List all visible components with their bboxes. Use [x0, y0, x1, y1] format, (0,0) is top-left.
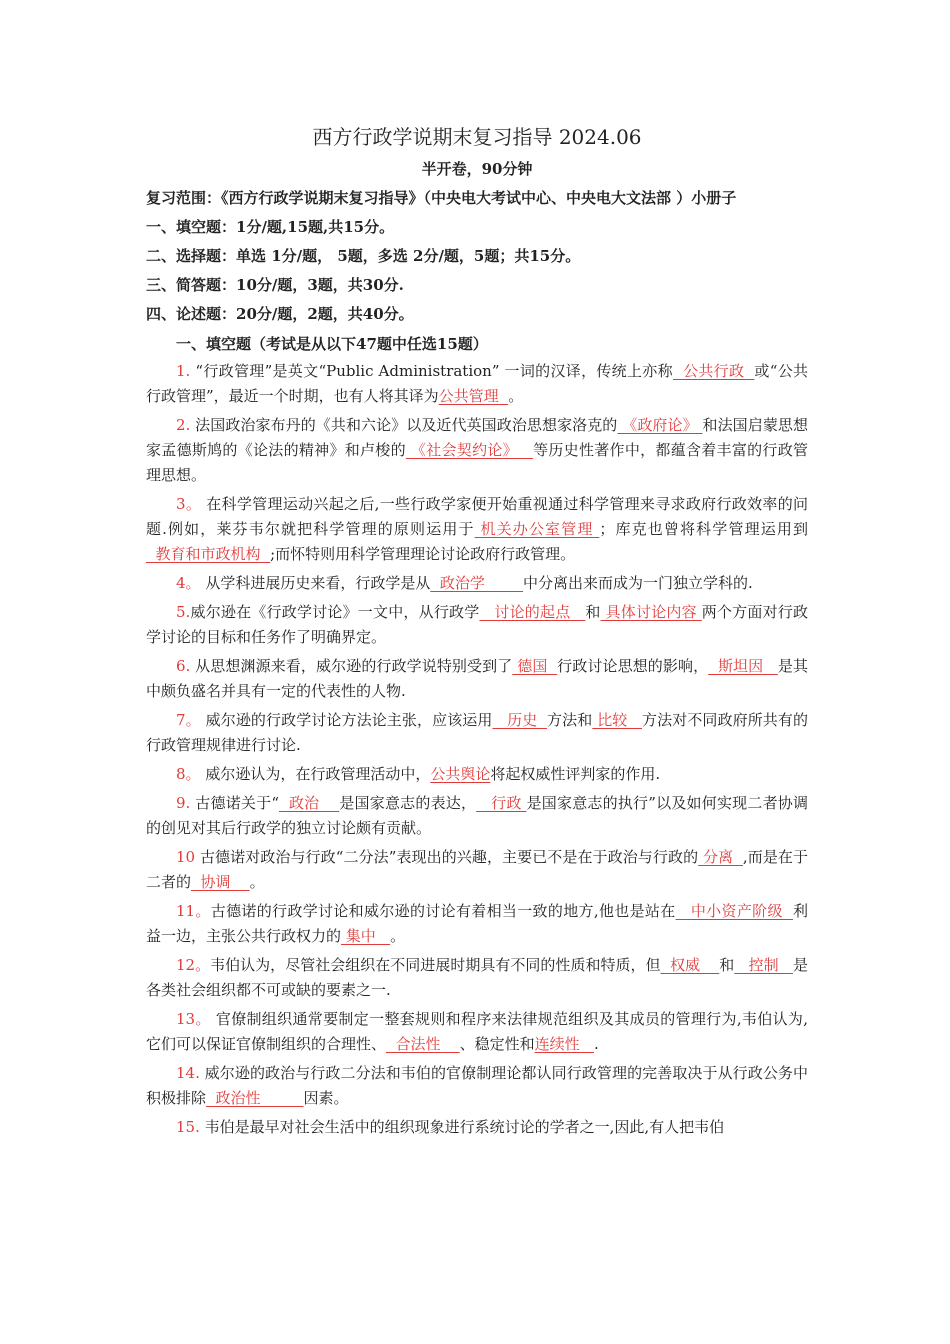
- question-text: 利益一边，主张公共行政权力的: [146, 902, 809, 945]
- score-part-4: 四、论述题：20分/题，2题，共40分。: [146, 305, 414, 323]
- exam-format: 半开卷，90分钟: [421, 160, 533, 178]
- question-text: 和: [719, 956, 735, 974]
- answer-blank: 政治: [279, 794, 340, 812]
- score-part-1: 一、填空题：1分/题,15题,共15分。: [146, 218, 395, 236]
- document-title: 西方行政学说期末复习指导 2024.06: [312, 125, 642, 149]
- question-text: 方法对不同政府所共有的行政管理规律进行讨论.: [146, 711, 808, 754]
- question-text: 和法国启蒙思想家孟德斯鸠的《论法的精神》和卢梭的: [146, 416, 808, 459]
- question-number: 13。: [176, 1010, 211, 1028]
- question-text: 威尔逊认为，在行政管理活动中，: [200, 765, 431, 783]
- question-text: 是其中颇负盛名并具有一定的代表性的人物.: [146, 657, 808, 700]
- question-text: 古德诺对政治与行政“二分法”表现出的兴趣，主要已不是在于政治与行政的: [195, 848, 699, 866]
- answer-blank: 历史: [492, 711, 548, 729]
- question-text: 是各类社会组织都不可或缺的要素之一.: [146, 956, 808, 999]
- question-text: 古德诺关于“: [190, 794, 280, 812]
- answer-blank: 教育和市政机构: [146, 545, 271, 563]
- question-number: 4。: [176, 574, 201, 592]
- question-3: [146, 492, 808, 567]
- answer-blank: 公共管理: [438, 387, 509, 405]
- question-text: 、稳定性和: [459, 1035, 535, 1053]
- question-15: [146, 1115, 808, 1140]
- question-11: [146, 899, 808, 949]
- question-number: 8。: [176, 765, 201, 783]
- question-number: 15.: [176, 1118, 200, 1136]
- answer-blank: 斯坦因: [708, 657, 778, 675]
- question-text: 因素。: [303, 1089, 349, 1107]
- question-text: 是国家意志的表达，: [339, 794, 477, 812]
- question-number: 3。: [176, 495, 202, 513]
- score-part-2: 二、选择题：单选 1分/题， 5题，多选 2分/题，5题；共15分。: [146, 247, 581, 265]
- question-13: [146, 1007, 808, 1057]
- question-6: [146, 654, 808, 704]
- question-number: 11。: [176, 902, 211, 920]
- question-list: [146, 359, 808, 1140]
- question-text: 或“公共行政管理”，最近一个时期，也有人将其译为: [146, 362, 809, 405]
- question-text: 韦伯是最早对社会生活中的组织现象进行系统讨论的学者之一,因此,有人把韦伯: [199, 1118, 725, 1136]
- question-number: 2.: [176, 416, 191, 434]
- answer-blank: 协调: [191, 873, 250, 891]
- answer-blank: 集中: [341, 927, 391, 945]
- question-2: [146, 413, 808, 488]
- question-text: 韦伯认为，尽管社会组织在不同进展时期具有不同的性质和特质，但: [210, 956, 661, 974]
- question-number: 12。: [176, 956, 211, 974]
- question-12: [146, 953, 808, 1003]
- answer-blank: 《社会契约论》: [405, 441, 534, 459]
- question-8: [146, 762, 808, 787]
- question-text: ；库克也曾将科学管理运用到: [599, 520, 808, 538]
- answer-blank: 控制: [734, 956, 793, 974]
- question-text: 和: [585, 603, 601, 621]
- question-text: 。: [508, 387, 524, 405]
- question-text: 在科学管理运动兴起之后,一些行政学家便开始重视通过科学管理来寻求政府行政效率的问题.例如，莱芬韦尔就把科学管理的原则运用于: [146, 495, 809, 538]
- question-10: [146, 845, 808, 895]
- document-page: [146, 118, 808, 1144]
- question-text: .: [593, 1035, 599, 1053]
- question-text: 官僚制组织通常要制定一整套规则和程序来法律规范组织及其成员的管理行为,韦伯认为,它们可以保证官僚制组织的合理性、: [146, 1010, 808, 1053]
- answer-blank: 政治性: [206, 1089, 304, 1107]
- answer-blank: 具体讨论内容: [600, 603, 702, 621]
- answer-blank: 中小资产阶级: [675, 902, 793, 920]
- question-text: 威尔逊在《行政学讨论》一文中，从行政学: [190, 603, 480, 621]
- answer-blank: 讨论的起点: [479, 603, 586, 621]
- question-text: 将起权威性评判家的作用.: [490, 765, 661, 783]
- question-4: [146, 571, 808, 596]
- answer-blank: 行政: [476, 794, 527, 812]
- question-text: 法国政治家布丹的《共和六论》以及近代英国政治思想家洛克的: [190, 416, 618, 434]
- answer-blank: 政治学: [430, 574, 524, 592]
- question-text: 威尔逊的行政学讨论方法论主张，应该运用: [200, 711, 493, 729]
- question-number: 6.: [176, 657, 191, 675]
- question-text: 中分离出来而成为一门独立学科的.: [523, 574, 753, 592]
- question-text: 从思想渊源来看，威尔逊的行政学说特别受到了: [190, 657, 513, 675]
- question-14: [146, 1061, 808, 1111]
- question-text: 方法和: [547, 711, 593, 729]
- question-text: 两个方面对行政学讨论的目标和任务作了明确界定。: [146, 603, 808, 646]
- question-number: 10: [176, 848, 196, 866]
- question-text: 威尔逊的政治与行政二分法和韦伯的官僚制理论都认同行政管理的完善取决于从行政公务中积极排除: [146, 1064, 808, 1107]
- question-number: 7。: [176, 711, 201, 729]
- question-text: 。: [390, 927, 406, 945]
- answer-blank: 公共舆论: [430, 765, 491, 783]
- score-part-3: 三、简答题：10分/题，3题，共30分.: [146, 276, 404, 294]
- question-text: ,而是在于二者的: [146, 848, 808, 891]
- answer-blank: 机关办公室管理: [474, 520, 600, 538]
- question-text: ;而怀特则用科学管理理论讨论政府行政管理。: [270, 545, 576, 563]
- answer-blank: 连续性: [534, 1035, 594, 1053]
- question-text: 是国家意志的执行”以及如何实现二者协调的创见对其后行政学的独立讨论颇有贡献。: [146, 794, 809, 837]
- answer-blank: 合法性: [386, 1035, 460, 1053]
- answer-blank: 比较: [592, 711, 642, 729]
- section-heading: 一、填空题（考试是从以下47题中任选15题）: [176, 335, 488, 353]
- answer-blank: 公共行政: [672, 362, 755, 380]
- question-text: 。: [249, 873, 265, 891]
- question-text: 古德诺的行政学讨论和威尔逊的讨论有着相当一致的地方,他也是站在: [210, 902, 676, 920]
- question-number: 9.: [176, 794, 191, 812]
- answer-blank: 权威: [660, 956, 720, 974]
- question-9: [146, 791, 808, 841]
- question-5: [146, 600, 808, 650]
- answer-blank: 《政府论》: [617, 416, 703, 434]
- question-number: 14.: [176, 1064, 200, 1082]
- question-1: [146, 359, 808, 409]
- answer-blank: 德国: [512, 657, 558, 675]
- answer-blank: 分离: [698, 848, 743, 866]
- question-text: 等历史性著作中，都蕴含着丰富的行政管理思想。: [146, 441, 808, 484]
- review-scope: 复习范围：《西方行政学说期末复习指导》（中央电大考试中心、中央电大文法部 ）小册子: [146, 189, 737, 207]
- question-number: 5.: [176, 603, 191, 621]
- question-7: [146, 708, 808, 758]
- question-text: 从学科进展历史来看，行政学是从: [200, 574, 431, 592]
- question-text: “行政管理”是英文“Public Administration” 一词的汉译，传统上亦称: [190, 362, 673, 380]
- question-text: 行政讨论思想的影响，: [557, 657, 709, 675]
- question-number: 1.: [176, 362, 191, 380]
